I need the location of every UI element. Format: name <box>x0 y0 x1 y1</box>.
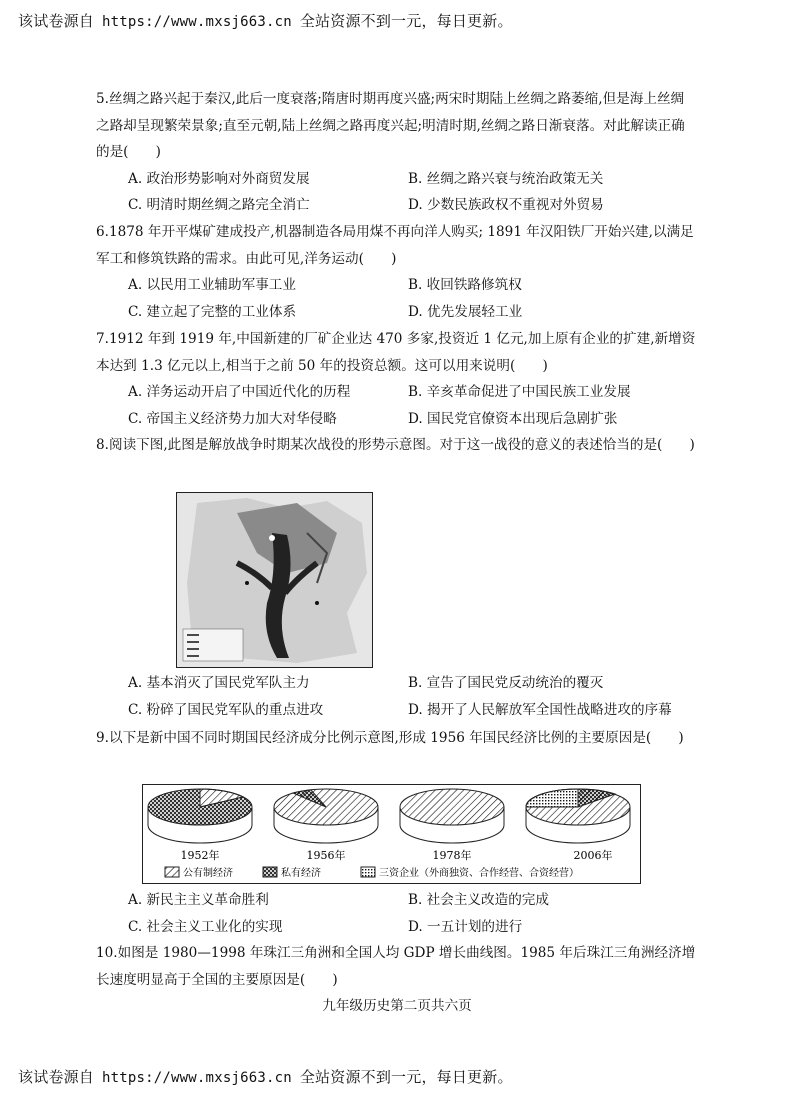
option-c: C. 明清时期丝绸之路完全消亡 <box>128 197 310 213</box>
economy-pie-figure <box>142 784 641 884</box>
option-b: B. 宣告了国民党反动统治的覆灭 <box>408 675 604 691</box>
option-a: A. 洋务运动开启了中国近代化的历程 <box>128 384 351 400</box>
pie-1952 <box>148 789 252 862</box>
question-stem: 8.阅读下图,此图是解放战争时期某次战役的形势示意图。对于这一战役的意义的表述恰当的是( ) <box>96 437 695 453</box>
banner-url[interactable]: https://www.mxsj663.cn <box>102 1070 292 1086</box>
option-d: D. 一五计划的进行 <box>408 918 523 935</box>
option-b: B. 丝绸之路兴衰与统治政策无关 <box>408 170 604 187</box>
banner-source: 该试卷源自 <box>18 1068 95 1086</box>
options <box>96 670 696 723</box>
pie-1956 <box>274 789 378 862</box>
pie-charts <box>143 785 640 883</box>
option-c: C. 帝国主义经济势力加大对华侵略 <box>128 410 337 427</box>
banner-source: 该试卷源自 <box>18 12 95 30</box>
option-a: A. 以民用工业辅助军事工业 <box>128 277 296 293</box>
options <box>96 272 696 325</box>
pie-legend <box>165 866 579 879</box>
option-d: D. 国民党官僚资本出现后急剧扩张 <box>408 410 618 427</box>
pie-2006 <box>526 789 630 862</box>
banner-url[interactable]: https://www.mxsj663.cn <box>102 14 292 30</box>
pie-year-label: 2006年 <box>573 849 613 862</box>
question-stem: 10.如图是 1980—1998 年珠江三角洲和全国人均 GDP 增长曲线图。1985 年后珠江三角洲经济增长速度明显高于全国的主要原因是( ) <box>96 945 696 988</box>
question-stem: 6.1878 年开平煤矿建成投产,机器制造各局用煤不再向洋人购买; 1891 年汉阳铁厂开始兴建,以满足军工和修筑铁路的需求。由此可见,洋务运动( ) <box>96 224 694 267</box>
options <box>96 887 696 940</box>
pie-1978 <box>400 789 504 862</box>
map-image <box>177 493 372 667</box>
pie-year-label: 1956年 <box>306 849 346 862</box>
option-b: B. 社会主义改造的完成 <box>408 892 549 908</box>
question-6 <box>96 219 696 325</box>
pie-year-label: 1978年 <box>432 849 472 862</box>
question-8 <box>96 432 696 459</box>
question-stem: 7.1912 年到 1919 年,中国新建的厂矿企业达 470 多家,投资近 1 亿元,加上原有企业的扩建,新增资本达到 1.3 亿元以上,相当于之前 50 年的投资总额。这可以用来说明( ) <box>96 331 696 374</box>
legend-public: 公有制经济 <box>183 868 233 879</box>
question-stem: 9.以下是新中国不同时期国民经济成分比例示意图,形成 1956 年国民经济比例的主要原因是( ) <box>96 730 684 746</box>
option-b: B. 辛亥革命促进了中国民族工业发展 <box>408 384 631 400</box>
option-a: A. 基本消灭了国民党军队主力 <box>128 675 310 691</box>
option-c: C. 粉碎了国民党军队的重点进攻 <box>128 701 324 718</box>
banner-slogan: 全站资源不到一元，每日更新。 <box>299 12 513 30</box>
option-a: A. 新民主主义革命胜利 <box>128 892 269 908</box>
option-d: D. 优先发展轻工业 <box>408 303 523 320</box>
pie-year-label: 1952年 <box>180 849 220 862</box>
option-a: A. 政治形势影响对外商贸发展 <box>128 170 310 187</box>
question-stem: 5.丝绸之路兴起于秦汉,此后一度衰落;隋唐时期再度兴盛;两宋时期陆上丝绸之路萎缩,但是海上丝绸之路却呈现繁荣景象;直至元朝,陆上丝绸之路再度兴起;明清时期,丝绸之路日渐衰落。对此解读正确的是( ) <box>96 91 685 160</box>
question-10 <box>96 940 696 993</box>
question-7 <box>96 326 696 432</box>
options <box>96 166 696 219</box>
battle-map-figure <box>176 492 373 668</box>
page-footer: 九年级历史第二页共六页 <box>322 998 472 1014</box>
option-c: C. 建立起了完整的工业体系 <box>128 303 297 320</box>
option-d: D. 揭开了人民解放军全国性战略进攻的序幕 <box>408 701 672 718</box>
legend-private: 私有经济 <box>281 868 321 879</box>
option-c: C. 社会主义工业化的实现 <box>128 918 283 935</box>
legend-foreign: 三资企业（外商独资、合作经营、合资经营） <box>379 868 579 879</box>
option-d: D. 少数民族政权不重视对外贸易 <box>408 197 604 213</box>
options <box>96 379 696 432</box>
question-5 <box>96 86 696 219</box>
banner-slogan: 全站资源不到一元，每日更新。 <box>299 1068 513 1086</box>
question-8-options <box>96 670 696 723</box>
question-9 <box>96 725 696 752</box>
header-banner <box>18 10 513 31</box>
question-9-options <box>96 887 696 940</box>
footer-banner <box>18 1066 513 1087</box>
option-b: B. 收回铁路修筑权 <box>408 277 522 293</box>
